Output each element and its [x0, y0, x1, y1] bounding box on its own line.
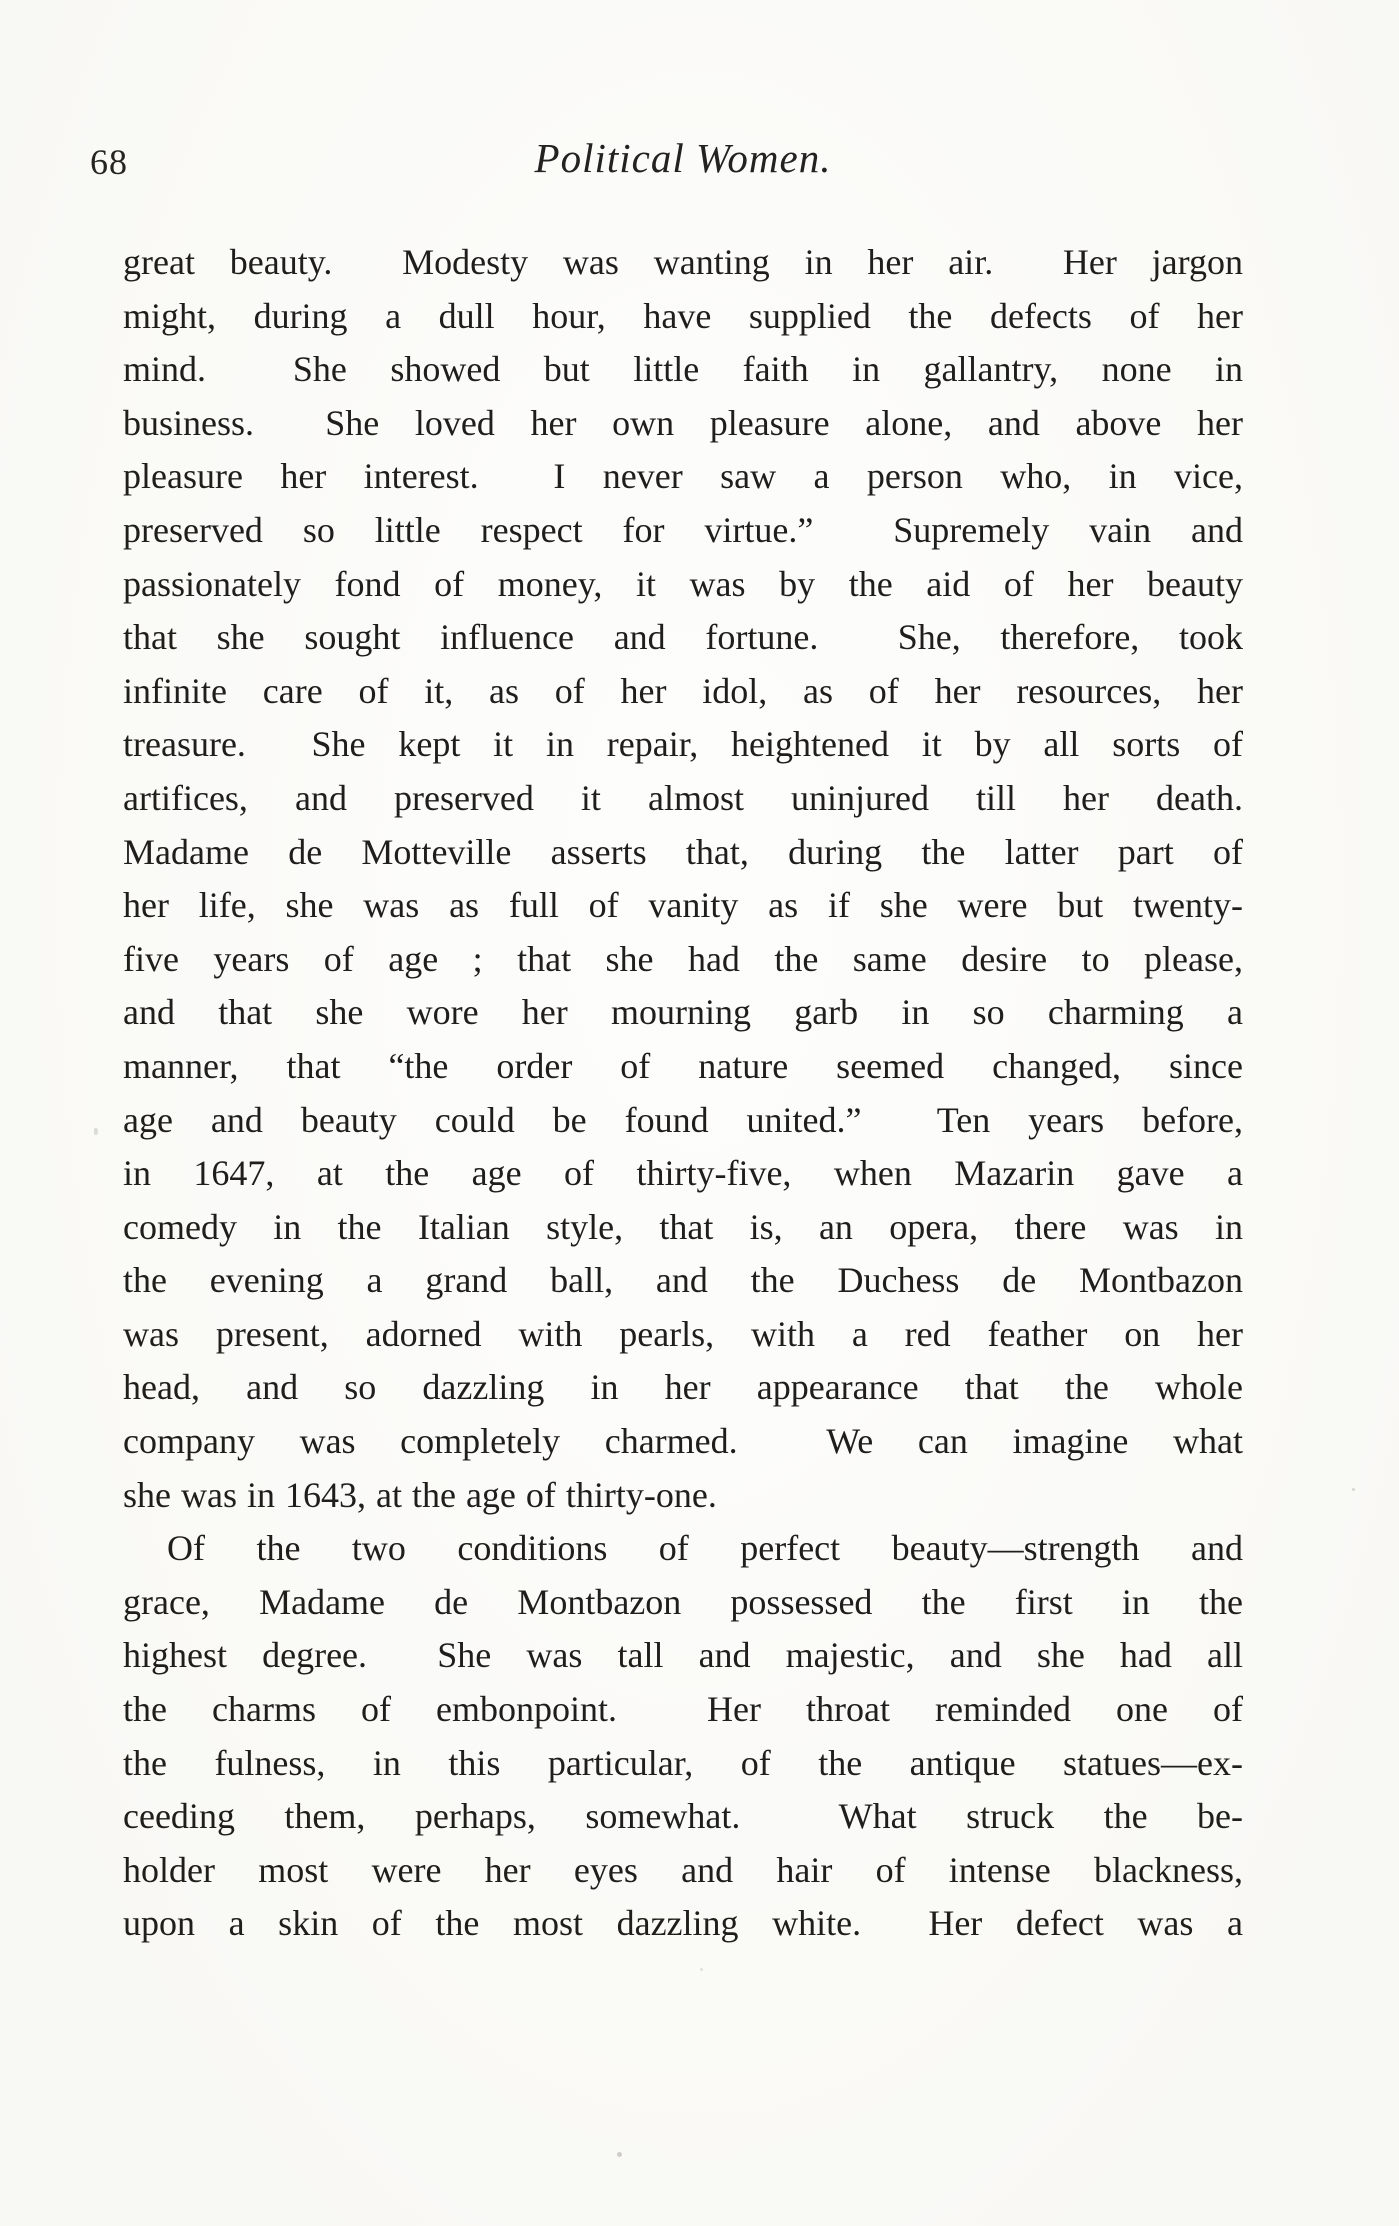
text-line: the evening a grand ball, and the Duchess de Montbazon [123, 1260, 1243, 1301]
text-line: great beauty. Modesty was wanting in her air. Her jargon [123, 242, 1243, 282]
running-title: Political Women. [534, 135, 832, 181]
text-line: business. She loved her own pleasure alone, and above her [123, 402, 1243, 443]
text-line: infinite care of it, as of her idol, as of her resources, her [123, 670, 1243, 711]
text-line: upon a skin of the most dazzling white. Her defect was a [123, 1903, 1243, 1944]
text-line: five years of age ; that she had the same desire to please, [123, 938, 1243, 979]
scan-speck [617, 2152, 622, 2157]
text-line: and that she wore her mourning garb in so charming a [123, 992, 1243, 1033]
text-line: passionately fond of money, it was by the aid of her beauty [123, 563, 1243, 604]
text-line: head, and so dazzling in her appearance that the whole [123, 1367, 1243, 1408]
text-line: the fulness, in this particular, of the antique statues—ex- [123, 1742, 1243, 1783]
text-line: was present, adorned with pearls, with a red feather on her [123, 1313, 1243, 1354]
text-line: mind. She showed but little faith in gallantry, none in [123, 349, 1243, 390]
text-line: in 1647, at the age of thirty-five, when Mazarin gave a [123, 1153, 1243, 1194]
page-header [90, 134, 1243, 190]
text-line: ceeding them, perhaps, somewhat. What struck the be- [123, 1796, 1243, 1837]
text-line: manner, that “the order of nature seemed changed, since [123, 1045, 1243, 1086]
text-line: company was completely charmed. We can imagine what [123, 1421, 1243, 1462]
scan-speck [1352, 1488, 1355, 1491]
text-line: Madame de Motteville asserts that, during the latter part of [123, 831, 1243, 872]
scan-speck [94, 1128, 98, 1135]
scan-speck [700, 1968, 703, 1971]
text-line: highest degree. She was tall and majestic, and she had all [123, 1635, 1243, 1676]
text-line: preserved so little respect for virtue.” Supremely vain and [123, 509, 1243, 550]
page-body [123, 236, 1243, 1951]
text-line: holder most were her eyes and hair of intense blackness, [123, 1849, 1243, 1890]
text-line: her life, she was as full of vanity as if she were but twenty- [123, 885, 1243, 926]
text-line: Of the two conditions of perfect beauty—strength and [167, 1528, 1243, 1569]
text-line: treasure. She kept it in repair, heightened it by all sorts of [123, 724, 1243, 765]
page-number: 68 [90, 142, 128, 182]
text-line: comedy in the Italian style, that is, an opera, there was in [123, 1206, 1243, 1247]
text-line: age and beauty could be found united.” Ten years before, [123, 1099, 1243, 1140]
text-line: the charms of embonpoint. Her throat reminded one of [123, 1689, 1243, 1730]
text-line: pleasure her interest. I never saw a person who, in vice, [123, 456, 1243, 497]
text-line: artifices, and preserved it almost uninjured till her death. [123, 777, 1243, 818]
text-line: that she sought influence and fortune. She, therefore, took [123, 617, 1243, 658]
text-line: grace, Madame de Montbazon possessed the first in the [123, 1581, 1243, 1622]
text-line: might, during a dull hour, have supplied the defects of her [123, 295, 1243, 336]
text-line: she was in 1643, at the age of thirty-one. [123, 1474, 717, 1515]
